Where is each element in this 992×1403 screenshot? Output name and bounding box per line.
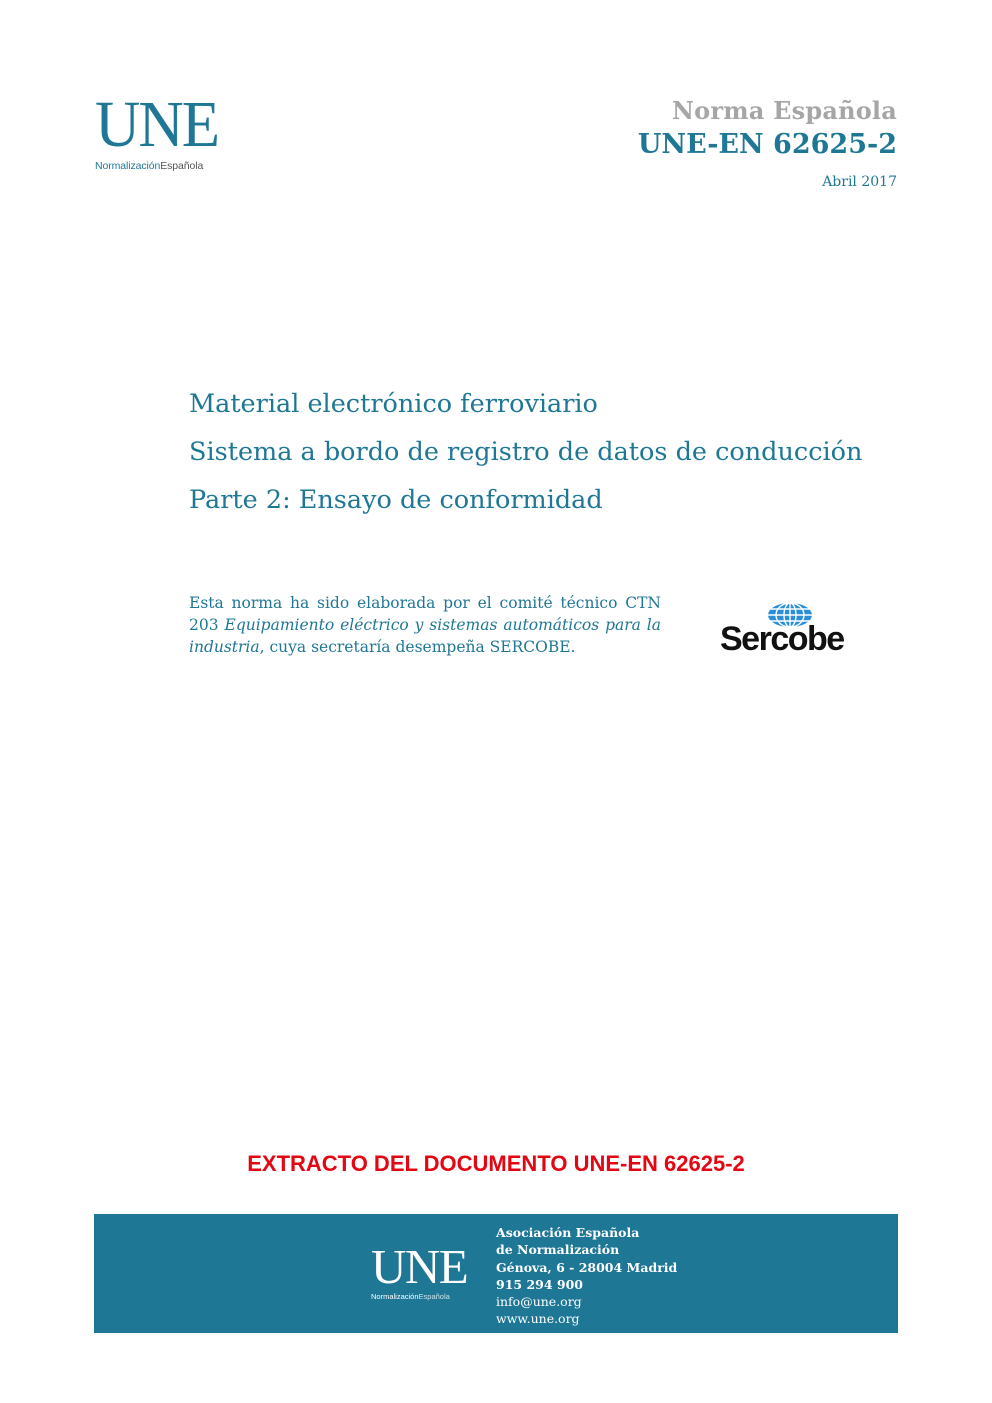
document-header bbox=[638, 96, 897, 190]
committee-name: Equipamiento eléctrico y sistemas automáticos para la industria bbox=[189, 616, 662, 656]
org-name-line-2: de Normalización bbox=[496, 1242, 620, 1258]
standard-type-label: Norma Española bbox=[672, 96, 897, 125]
title-line-1: Material electrónico ferroviario bbox=[189, 389, 598, 419]
org-phone: 915 294 900 bbox=[496, 1276, 583, 1292]
title-line-3: Parte 2: Ensayo de conformidad bbox=[189, 485, 603, 515]
une-logo-subtitle: NormalizaciónEspañola bbox=[95, 160, 204, 172]
org-email-link[interactable]: info@une.org bbox=[496, 1294, 582, 1310]
org-website-link[interactable]: www.une.org bbox=[496, 1311, 580, 1327]
document-title bbox=[189, 383, 862, 527]
publication-date: Abril 2017 bbox=[822, 174, 897, 190]
footer-logo-subtitle: NormalizaciónEspañola bbox=[371, 1292, 450, 1301]
sercobe-wordmark: Sercobe bbox=[720, 620, 844, 658]
footer-contact bbox=[496, 1224, 677, 1328]
standard-code: UNE-EN 62625-2 bbox=[637, 129, 897, 160]
committee-statement: Esta norma ha sido elaborada por el comité técnico CTN 203 Equipamiento eléctrico y sistemas automáticos para la industria, cuya secretaría desempeña SERCOBE. bbox=[189, 594, 662, 656]
footer-une-logo bbox=[371, 1239, 481, 1301]
org-address: Génova, 6 - 28004 Madrid bbox=[496, 1259, 678, 1275]
une-logo bbox=[95, 88, 240, 172]
footer-band bbox=[94, 1214, 898, 1333]
org-name-line-1: Asociación Española bbox=[496, 1225, 640, 1240]
une-logo-letters: UNE bbox=[95, 88, 219, 161]
sercobe-logo bbox=[720, 600, 865, 662]
extract-notice: EXTRACTO DEL DOCUMENTO UNE-EN 62625-2 bbox=[247, 1151, 745, 1176]
footer-logo-letters: UNE bbox=[371, 1239, 468, 1294]
title-line-2: Sistema a bordo de registro de datos de conducción bbox=[189, 437, 863, 467]
